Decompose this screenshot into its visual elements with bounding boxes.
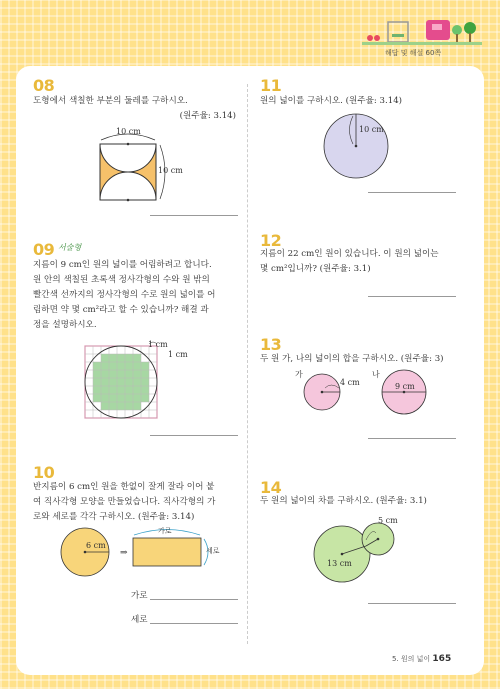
problem-08-number: 08: [33, 76, 55, 95]
grid-cell-inside: [93, 394, 101, 402]
grid-cell-inside: [101, 354, 109, 362]
grid-cell-inside: [109, 402, 117, 410]
grid-cell-inside: [93, 370, 101, 378]
page-number: 165: [432, 654, 452, 664]
grid-cell-inside: [93, 386, 101, 394]
grid-cell-inside: [133, 354, 141, 362]
page-footer: [392, 654, 451, 664]
problem-14-text: 두 원의 넓이의 차를 구하시오. (원주율: 3.1): [260, 496, 427, 506]
problem-09-line-3: 빨간색 선까지의 정사각형의 수로 원의 넓이를 어: [33, 290, 216, 300]
problem-09-line-1: 지름이 9 cm인 원의 넓이를 어림하려고 합니다.: [33, 260, 212, 270]
problem-13-na-diameter-label: 9 cm: [395, 382, 415, 391]
grid-cell-inside: [141, 370, 149, 378]
svg-text:⇒: ⇒: [120, 548, 128, 558]
problem-10-height-label: 세로: [206, 547, 220, 555]
problem-11-number: 11: [260, 76, 282, 95]
decoration-illustration: [362, 12, 482, 46]
grid-cell-inside: [117, 386, 125, 394]
problem-09-answer-line[interactable]: [150, 435, 238, 436]
grid-cell-inside: [117, 354, 125, 362]
grid-cell-inside: [93, 362, 101, 370]
grid-cell-inside: [109, 354, 117, 362]
column-divider: [247, 84, 248, 644]
grid-cell-inside: [125, 386, 133, 394]
problem-12-number: 12: [260, 231, 282, 250]
problem-10-line-1: 반지름이 6 cm인 원을 한없이 잘게 잘라 이어 붙: [33, 482, 215, 492]
problem-09-line-4: 림하면 약 몇 cm²라고 할 수 있습니까? 해결 과: [33, 305, 209, 315]
grid-cell-inside: [109, 386, 117, 394]
grid-cell-inside: [117, 370, 125, 378]
problem-10-width-label: 가로: [158, 527, 172, 535]
problem-08-pi-note: (원주율: 3.14): [179, 111, 236, 121]
grid-cell-inside: [141, 386, 149, 394]
grid-cell-inside: [117, 362, 125, 370]
problem-10-line-2: 여 직사각형 모양을 만들었습니다. 직사각형의 가: [33, 497, 216, 507]
problem-08-width-label: 10 cm: [116, 127, 141, 136]
grid-cell-inside: [117, 378, 125, 386]
grid-cell-inside: [109, 362, 117, 370]
problem-10-number: 10: [33, 463, 55, 482]
grid-cell-inside: [117, 394, 125, 402]
problem-09-badge: 서술형: [58, 243, 82, 252]
problem-13-circle-na-label: 나: [372, 370, 380, 379]
grid-cell-inside: [125, 362, 133, 370]
grid-cell-inside: [141, 362, 149, 370]
grid-cell-inside: [133, 378, 141, 386]
grid-cell-inside: [125, 354, 133, 362]
problem-09-cell-width-label: 1 cm: [148, 340, 168, 349]
problem-14-large-radius-label: 13 cm: [327, 559, 352, 568]
grid-cell-inside: [125, 394, 133, 402]
chapter-title: 5. 원의 넓이: [392, 655, 431, 663]
problem-13-text: 두 원 가, 나의 넓이의 합을 구하시오. (원주율: 3): [260, 354, 444, 364]
problem-12-line-1: 지름이 22 cm인 원이 있습니다. 이 원의 넓이는: [260, 249, 439, 259]
problem-08-text: 도형에서 색칠한 부분의 둘레를 구하시오.: [33, 96, 188, 106]
problem-12-answer-line[interactable]: [368, 296, 456, 297]
grid-cell-inside: [133, 370, 141, 378]
problem-09-number: 09: [33, 240, 55, 259]
problem-08-answer-line[interactable]: [150, 215, 238, 216]
problem-11-answer-line[interactable]: [368, 192, 456, 193]
problem-12-line-2: 몇 cm²입니까? (원주율: 3.1): [260, 264, 371, 274]
problem-13-circle-ga-label: 가: [295, 370, 303, 379]
grid-cell-inside: [133, 386, 141, 394]
problem-09-line-5: 정을 설명하시오.: [33, 320, 97, 330]
grid-cell-inside: [101, 370, 109, 378]
problem-14-number: 14: [260, 478, 282, 497]
grid-cell-inside: [125, 378, 133, 386]
grid-cell-inside: [117, 402, 125, 410]
problem-09-line-2: 원 안의 색칠된 초록색 정사각형의 수와 원 밖의: [33, 275, 210, 285]
grid-cell-inside: [101, 402, 109, 410]
problem-10-answer-width-label: 가로: [131, 591, 148, 601]
problem-11-text: 원의 넓이를 구하시오. (원주율: 3.14): [260, 96, 403, 106]
problem-10-answer-height-label: 세로: [131, 615, 148, 625]
problem-10-line-3: 로와 세로를 각각 구하시오. (원주율: 3.14): [33, 512, 195, 522]
grid-cell-inside: [141, 394, 149, 402]
grid-cell-inside: [109, 370, 117, 378]
problem-10-radius-label: 6 cm: [86, 541, 106, 550]
problem-09-cell-height-label: 1 cm: [168, 350, 188, 359]
grid-cell-inside: [109, 378, 117, 386]
grid-cell-inside: [133, 394, 141, 402]
problem-08-height-label: 10 cm: [158, 166, 183, 175]
answer-reference: 해답 및 해설 60쪽: [385, 49, 442, 57]
problem-10-answer-height-line[interactable]: [150, 623, 238, 624]
grid-cell-inside: [125, 402, 133, 410]
problem-14-figure: [0, 0, 1, 1]
grid-cell-inside: [125, 370, 133, 378]
problem-14-answer-line[interactable]: [368, 603, 456, 604]
problem-13-number: 13: [260, 335, 282, 354]
grid-cell-inside: [93, 378, 101, 386]
problem-13-answer-line[interactable]: [368, 438, 456, 439]
grid-cell-inside: [101, 386, 109, 394]
problem-10-answer-width-line[interactable]: [150, 599, 238, 600]
grid-cell-inside: [133, 362, 141, 370]
problem-11-radius-label: 10 cm: [359, 125, 384, 134]
problem-13-ga-radius-label: 4 cm: [340, 378, 360, 387]
grid-cell-inside: [141, 378, 149, 386]
grid-cell-inside: [101, 394, 109, 402]
grid-cell-inside: [101, 362, 109, 370]
grid-cell-inside: [101, 378, 109, 386]
grid-cell-inside: [109, 394, 117, 402]
grid-cell-inside: [133, 402, 141, 410]
problem-14-small-radius-label: 5 cm: [378, 516, 398, 525]
